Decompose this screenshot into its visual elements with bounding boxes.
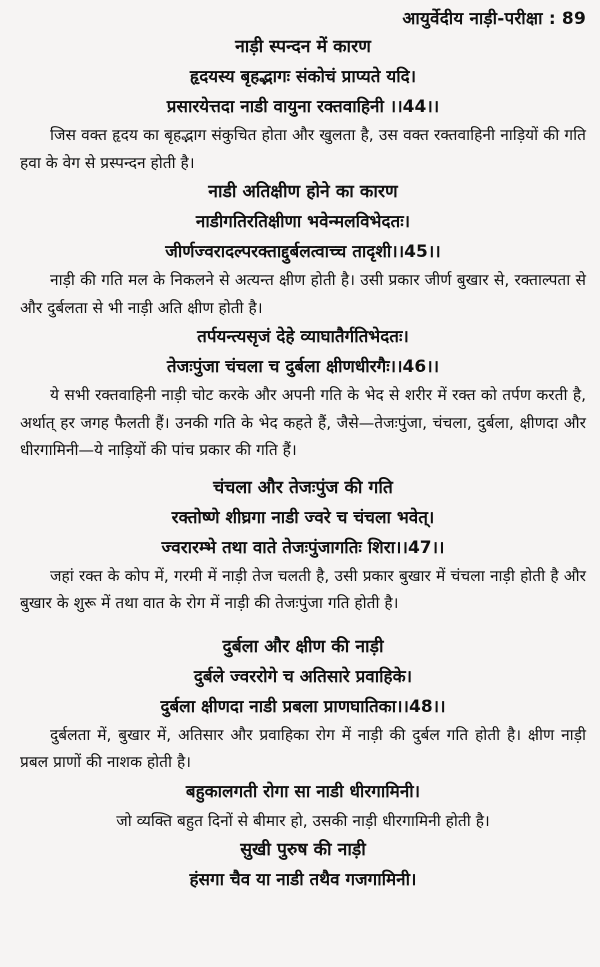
prose-text: जिस वक्त हृदय का बृहद्भाग संकुचित होता और खुलता है, उस वक्त रक्तवाहिनी नाड़ियों की गति हवा के वेग से प्रस्पन्दन होती है।: [20, 126, 586, 172]
prose-text: दुर्बलता में, बुखार में, अतिसार और प्रवाहिका रोग में नाड़ी की दुर्बल गति होती है। क्षीण नाड़ी प्रबल प्राणों की नाशक होती है।: [20, 725, 586, 771]
prose-paragraph: [20, 722, 586, 777]
section-heading: चंचला और तेजःपुंज की गति: [213, 477, 393, 498]
prose-paragraph: [20, 122, 586, 177]
shloka-line: हंसगा चैव या नाडी तथैव गजगामिनी।: [189, 869, 417, 890]
shloka-line: बहुकालगती रोगा सा नाडी धीरगामिनी।: [185, 781, 421, 802]
prose-text: जहां रक्त के कोप में, गरमी में नाड़ी तेज चलती है, उसी प्रकार बुखार में चंचला नाड़ी होती है और बुखार के शुरू में तथा वात के रोग में नाड़ी की तेजःपुंजा गति होती है।: [20, 566, 586, 612]
shloka-line: जीर्णज्वरादल्परक्ताद्दुर्बलत्वाच्च तादृशी।।45।।: [165, 242, 441, 262]
shloka-line: हृदयस्य बृहद्भागः संकोचं प्राप्यते यदि।: [189, 67, 417, 87]
shloka-line: तेजःपुंजा चंचला च दुर्बला क्षीणधीरगैः।।46।।: [166, 357, 440, 377]
shloka-line: दुर्बला क्षीणदा नाडी प्रबला प्राणघातिका।।48।।: [160, 696, 446, 717]
prose-paragraph: [20, 267, 586, 322]
prose-text: ये सभी रक्तवाहिनी नाड़ी चोट करके और अपनी गति के भेद से शरीर में रक्त को तर्पण करती है, अर्थात् हर जगह फैलती हैं। उनकी गति के भेद कहते हैं, जैसे—तेजःपुंजा, चंचला, दुर्बला, क्षीणदा और धीरगामिनी—ये नाड़ियों की पांच प्रकार की गति हैं।: [20, 386, 586, 459]
section-heading: नाड़ी स्पन्दन में कारण: [235, 37, 371, 57]
shloka-line: नाडीगतिरतिक्षीणा भवेन्मलविभेदतः।: [195, 212, 411, 232]
shloka-line: प्रसारयेत्तदा नाडी वायुना रक्तवाहिनी ।।44।।: [166, 97, 440, 117]
section-heading: नाडी अतिक्षीण होने का कारण: [208, 182, 398, 202]
prose-paragraph: [20, 382, 586, 465]
shloka-line: ज्वरारम्भे तथा वाते तेजःपुंजागतिः शिरा।।47।।: [161, 537, 445, 558]
shloka-line: रक्तोष्णे शीघ्रगा नाडी ज्वरे च चंचला भवेत्।: [171, 507, 435, 528]
prose-paragraph: [20, 563, 586, 618]
running-head: आयुर्वेदीय नाड़ी-परीक्षा : 89: [402, 9, 586, 29]
shloka-line: तर्पयन्त्यसृजं देहे व्याघातैर्गतिभेदतः।: [197, 327, 409, 347]
section-heading: सुखी पुरुष की नाड़ी: [240, 839, 366, 860]
prose-text: नाड़ी की गति मल के निकलने से अत्यन्त क्षीण होती है। उसी प्रकार जीर्ण बुखार से, रक्ताल्पता से और दुर्बलता से भी नाड़ी अति क्षीण होती है।: [20, 271, 586, 317]
prose-line: जो व्यक्ति बहुत दिनों से बीमार हो, उसकी नाड़ी धीरगामिनी होती है।: [116, 811, 490, 830]
section-heading: दुर्बला और क्षीण की नाड़ी: [222, 636, 384, 657]
shloka-line: दुर्बले ज्वररोगे च अतिसारे प्रवाहिके।: [193, 666, 413, 687]
